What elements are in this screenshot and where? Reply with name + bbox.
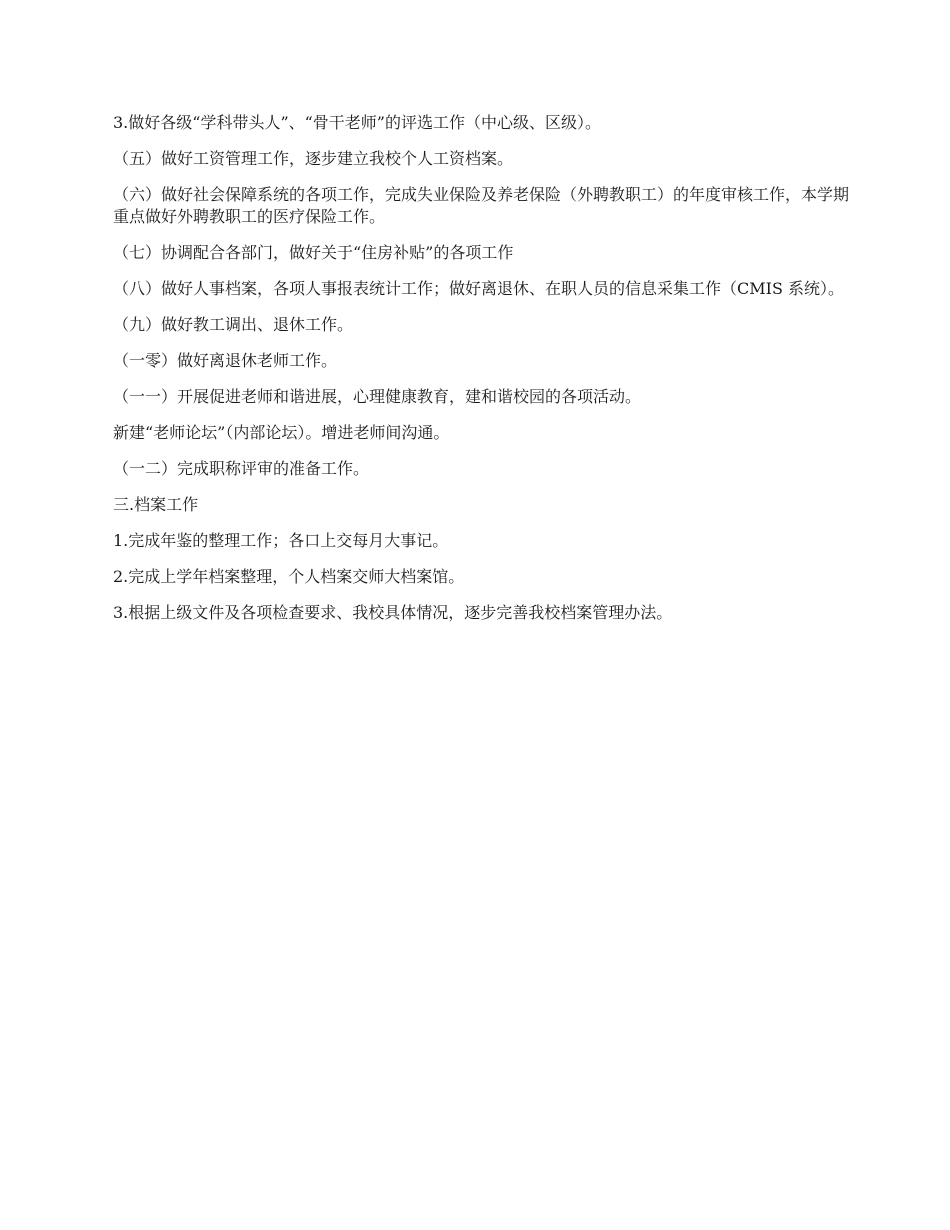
paragraph-salary-management: （五）做好工资管理工作，逐步建立我校个人工资档案。: [113, 149, 514, 168]
paragraph-personnel-records: （八）做好人事档案，各项人事报表统计工作；做好离退休、在职人员的信息采集工作（CMIS 系统）。: [113, 279, 844, 298]
paragraph-social-security: （六）做好社会保障系统的各项工作，完成失业保险及养老保险（外聘教职工）的年度审核工作，本学期重点做好外聘教职工的医疗保险工作。: [113, 185, 850, 226]
paragraph-harmony-activities: （一一）开展促进老师和谐进展，心理健康教育，建和谐校园的各项活动。: [113, 387, 642, 406]
paragraph-teacher-forum: 新建“老师论坛”（内部论坛）。增进老师间沟通。: [113, 423, 450, 442]
paragraph-housing-subsidy: （七）协调配合各部门，做好关于“住房补贴”的各项工作: [113, 243, 514, 262]
paragraph-retired-teachers: （一零）做好离退休老师工作。: [113, 351, 338, 370]
paragraph-transfer-retirement: （九）做好教工调出、退休工作。: [113, 315, 354, 334]
paragraph-archive-sorting: 2.完成上学年档案整理，个人档案交师大档案馆。: [113, 567, 465, 586]
paragraph-yearbook: 1.完成年鉴的整理工作；各口上交每月大事记。: [113, 531, 449, 550]
paragraph-archive-measures: 3.根据上级文件及各项检查要求、我校具体情况，逐步完善我校档案管理办法。: [113, 603, 673, 622]
paragraph-selection-evaluation: 3.做好各级“学科带头人”、“骨干老师”的评选工作（中心级、区级）。: [113, 113, 601, 132]
paragraph-title-evaluation: （一二）完成职称评审的准备工作。: [113, 459, 370, 478]
section-heading-archives: 三.档案工作: [113, 495, 199, 514]
